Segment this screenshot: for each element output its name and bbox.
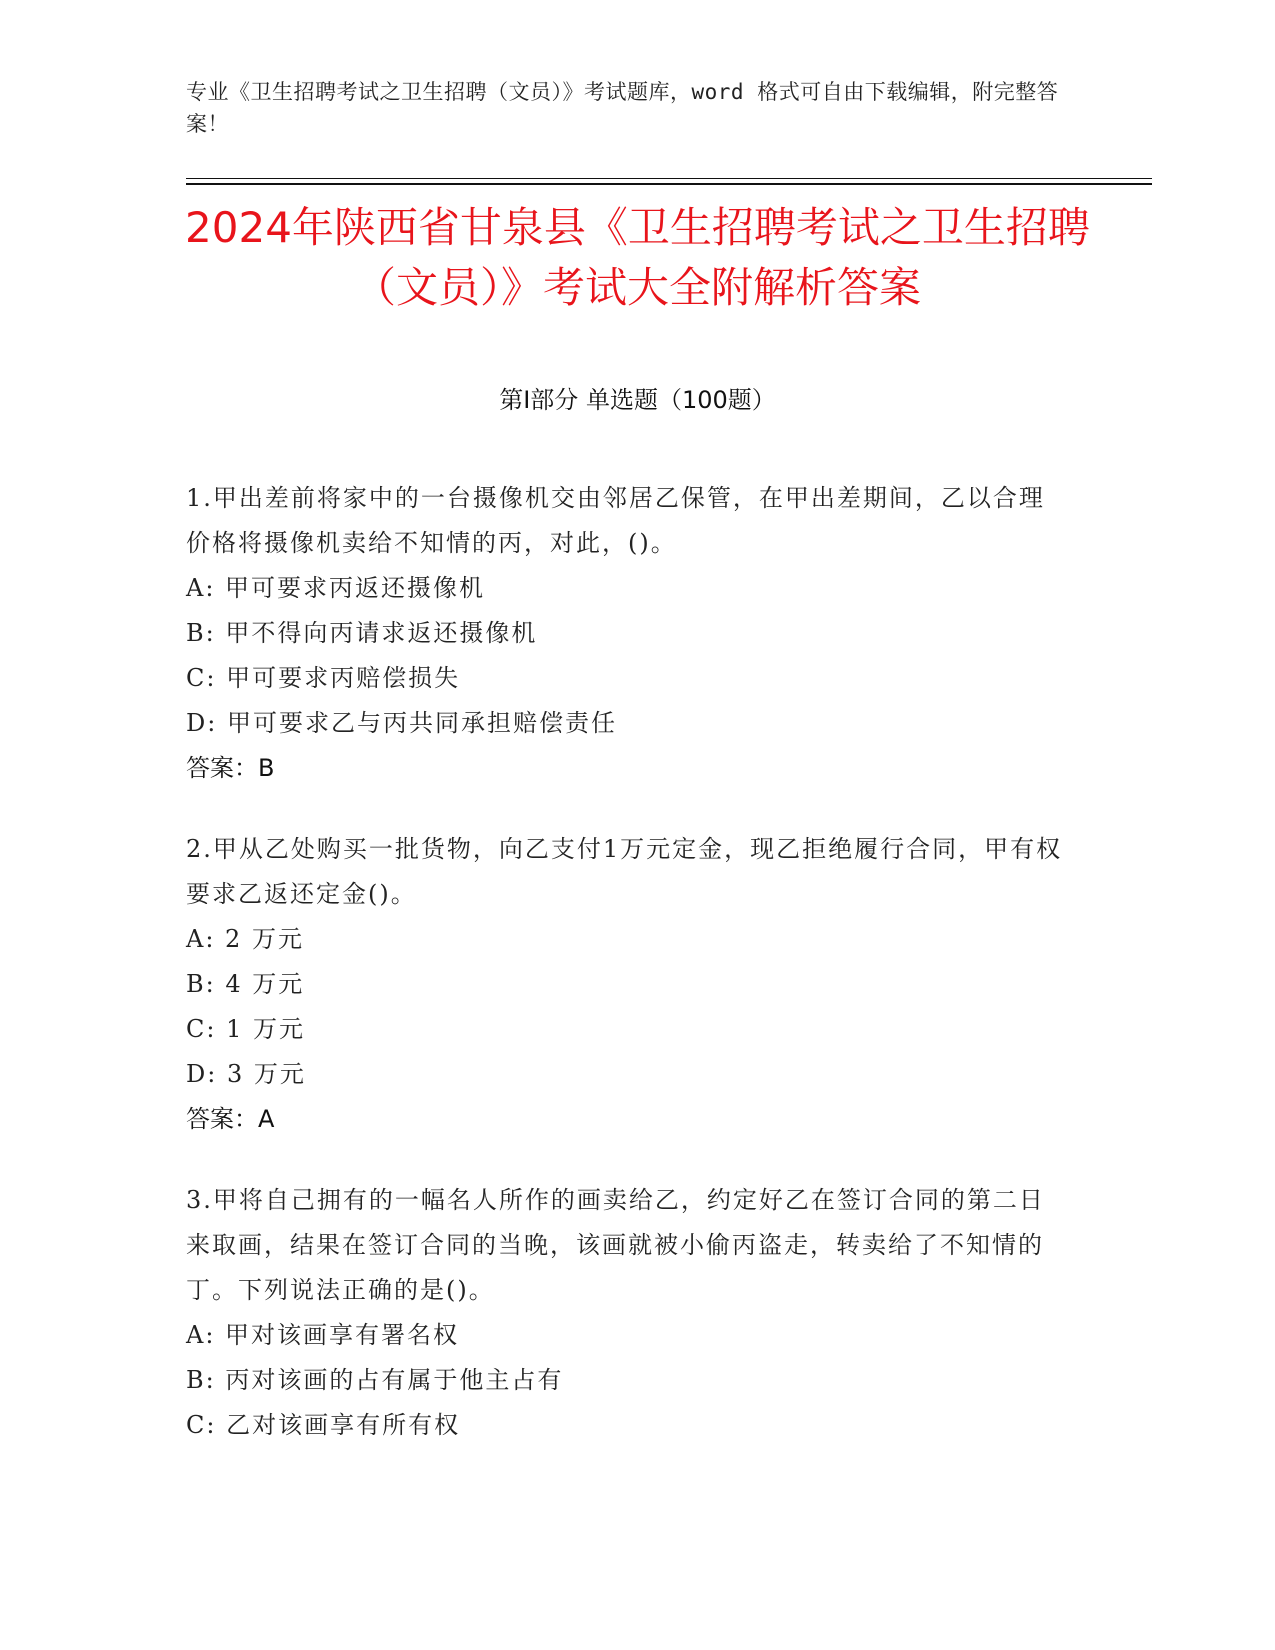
question-3 — [186, 1178, 1066, 1448]
answer: 答案：A — [186, 1105, 275, 1133]
option-a: A: 甲对该画享有署名权 — [186, 1321, 460, 1349]
header-note: 专业《卫生招聘考试之卫生招聘（文员）》考试题库，word 格式可自由下载编辑，附完整答案！ — [186, 80, 1059, 136]
header-divider-thin — [186, 178, 1152, 179]
option-c: C: 1 万元 — [186, 1015, 305, 1043]
option-a: A: 2 万元 — [186, 925, 304, 953]
document-title: 2024年陕西省甘泉县《卫生招聘考试之卫生招聘（文员）》考试大全附解析答案 — [185, 203, 1090, 312]
question-stem: 2.甲从乙处购买一批货物，向乙支付1万元定金，现乙拒绝履行合同，甲有权要求乙返还定金()。 — [186, 835, 1063, 908]
answer: 答案：B — [186, 754, 275, 782]
question-1 — [186, 476, 1066, 791]
option-a: A: 甲可要求丙返还摄像机 — [186, 574, 486, 602]
question-2 — [186, 827, 1066, 1142]
option-d: D: 3 万元 — [186, 1060, 306, 1088]
option-c: C: 乙对该画享有所有权 — [186, 1411, 461, 1439]
option-c: C: 甲可要求丙赔偿损失 — [186, 664, 461, 692]
question-stem: 1.甲出差前将家中的一台摄像机交由邻居乙保管，在甲出差期间，乙以合理价格将摄像机卖给不知情的丙，对此，()。 — [186, 484, 1045, 557]
header-divider-thick — [186, 183, 1152, 185]
question-list — [186, 476, 1066, 1484]
option-b: B: 丙对该画的占有属于他主占有 — [186, 1366, 564, 1394]
section-heading: 第Ⅰ部分 单选题（100题） — [499, 386, 776, 414]
option-b: B: 4 万元 — [186, 970, 305, 998]
option-d: D: 甲可要求乙与丙共同承担赔偿责任 — [186, 709, 617, 737]
question-stem: 3.甲将自己拥有的一幅名人所作的画卖给乙，约定好乙在签订合同的第二日来取画，结果在签订合同的当晚，该画就被小偷丙盗走，转卖给了不知情的丁。下列说法正确的是()。 — [186, 1186, 1045, 1304]
option-b: B: 甲不得向丙请求返还摄像机 — [186, 619, 538, 647]
